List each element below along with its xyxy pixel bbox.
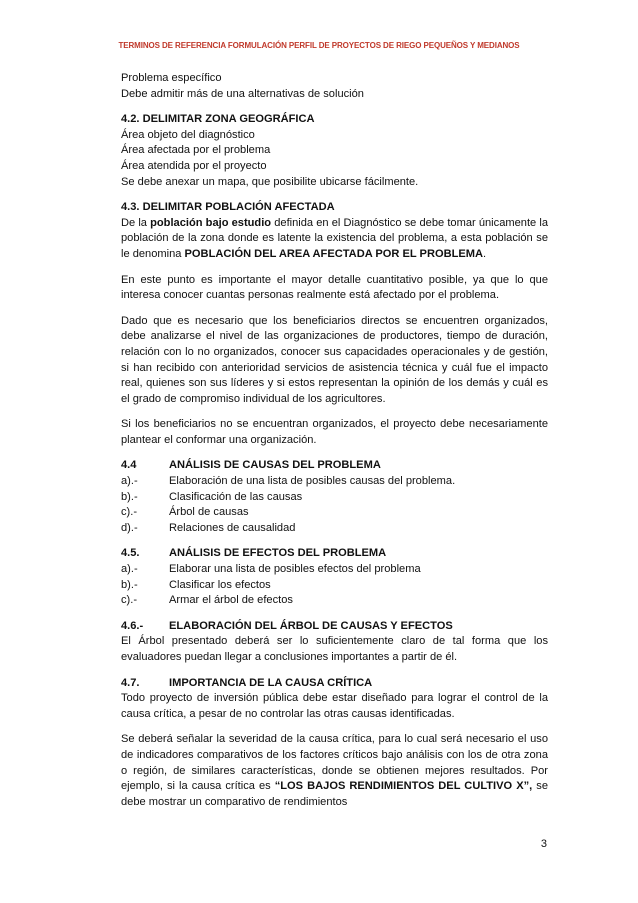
page-number: 3 bbox=[540, 838, 547, 850]
section-heading-4-4: 4.4 ANÁLISIS DE CAUSAS DEL PROBLEMA bbox=[121, 459, 381, 472]
page-header: TERMINOS DE REFERENCIA FORMULACIÓN PERFIL DE PROYECTOS DE RIEGO PEQUEÑOS Y MEDIANOS bbox=[118, 41, 520, 50]
section-heading-4-3: 4.3. DELIMITAR POBLACIÓN AFECTADA bbox=[121, 201, 335, 214]
list-item: a).- Elaborar una lista de posibles efectos del problema bbox=[121, 563, 421, 576]
paragraph: En este punto es importante el mayor detalle cuantitativo posible, ya que lo que interesa conocer cuantas personas realmente está afectado por el problema. bbox=[121, 273, 548, 302]
list-item: b).- Clasificar los efectos bbox=[121, 578, 271, 591]
list-item: a).- Elaboración de una lista de posibles causas del problema. bbox=[121, 475, 456, 488]
list-item: c).- Árbol de causas bbox=[121, 506, 249, 519]
text-line: Debe admitir más de una alternativas de solución bbox=[121, 87, 364, 100]
section-heading-4-2: 4.2. DELIMITAR ZONA GEOGRÁFICA bbox=[121, 113, 315, 126]
paragraph: El Árbol presentado deberá ser lo suficientemente claro de tal forma que los evaluadores puedan llegar a conclusiones importantes a partir de él. bbox=[121, 635, 548, 663]
section-heading-4-6: 4.6.- ELABORACIÓN DEL ÁRBOL DE CAUSAS Y EFECTOS bbox=[121, 619, 453, 632]
text-line: Problema específico bbox=[121, 72, 222, 84]
text-line: Área afectada por el problema bbox=[121, 144, 271, 157]
section-heading-4-5: 4.5. ANÁLISIS DE EFECTOS DEL PROBLEMA bbox=[121, 547, 387, 560]
paragraph: Dado que es necesario que los beneficiarios directos se encuentren organizados, debe analizarse el nivel de las organizaciones de productores, tiempo de duración, relación con lo no organizados, conocer sus capacidades operacionales y de gestión, si han recibido con anterioridad servicios de asistencia técnica y cuál fue el impacto real, quienes son sus líderes y si estos representan la opinión de los demás y cuál es el grado de compromiso individual de los agricultores. bbox=[121, 314, 548, 405]
list-item: d).- Relaciones de causalidad bbox=[121, 521, 296, 534]
paragraph: Si los beneficiarios no se encuentran organizados, el proyecto debe necesariamente plantear el conformar una organización. bbox=[121, 418, 548, 446]
document-body bbox=[121, 71, 548, 810]
text-line: Se debe anexar un mapa, que posibilite ubicarse fácilmente. bbox=[121, 175, 419, 188]
text-line: Área objeto del diagnóstico bbox=[121, 128, 255, 141]
paragraph: De la población bajo estudio definida en el Diagnóstico se debe tomar únicamente la población de la zona donde es latente la existencia del problema, a esta población se le denomina POBLACIÓN DEL AREA AFECTADA POR EL PROBLEMA. bbox=[121, 216, 548, 260]
list-item: c).- Armar el árbol de efectos bbox=[121, 594, 293, 607]
paragraph: Se deberá señalar la severidad de la causa crítica, para lo cual será necesario el uso de indicadores comparativos de los factores críticos bajo análisis con los de otra zona o región, de similares características, donde se obtienen mejores resultados. Por ejemplo, si la causa crítica es “LOS BAJOS RENDIMIENTOS DEL CULTIVO X”, se debe mostrar un comparativo de rendimientos bbox=[121, 733, 549, 808]
paragraph: Todo proyecto de inversión pública debe estar diseñado para lograr el control de la causa crítica, a pesar de no controlar las otras causas identificadas. bbox=[121, 692, 548, 720]
list-item: b).- Clasificación de las causas bbox=[121, 490, 303, 503]
text-line: Área atendida por el proyecto bbox=[121, 159, 267, 172]
section-heading-4-7: 4.7. IMPORTANCIA DE LA CAUSA CRÍTICA bbox=[121, 676, 373, 689]
